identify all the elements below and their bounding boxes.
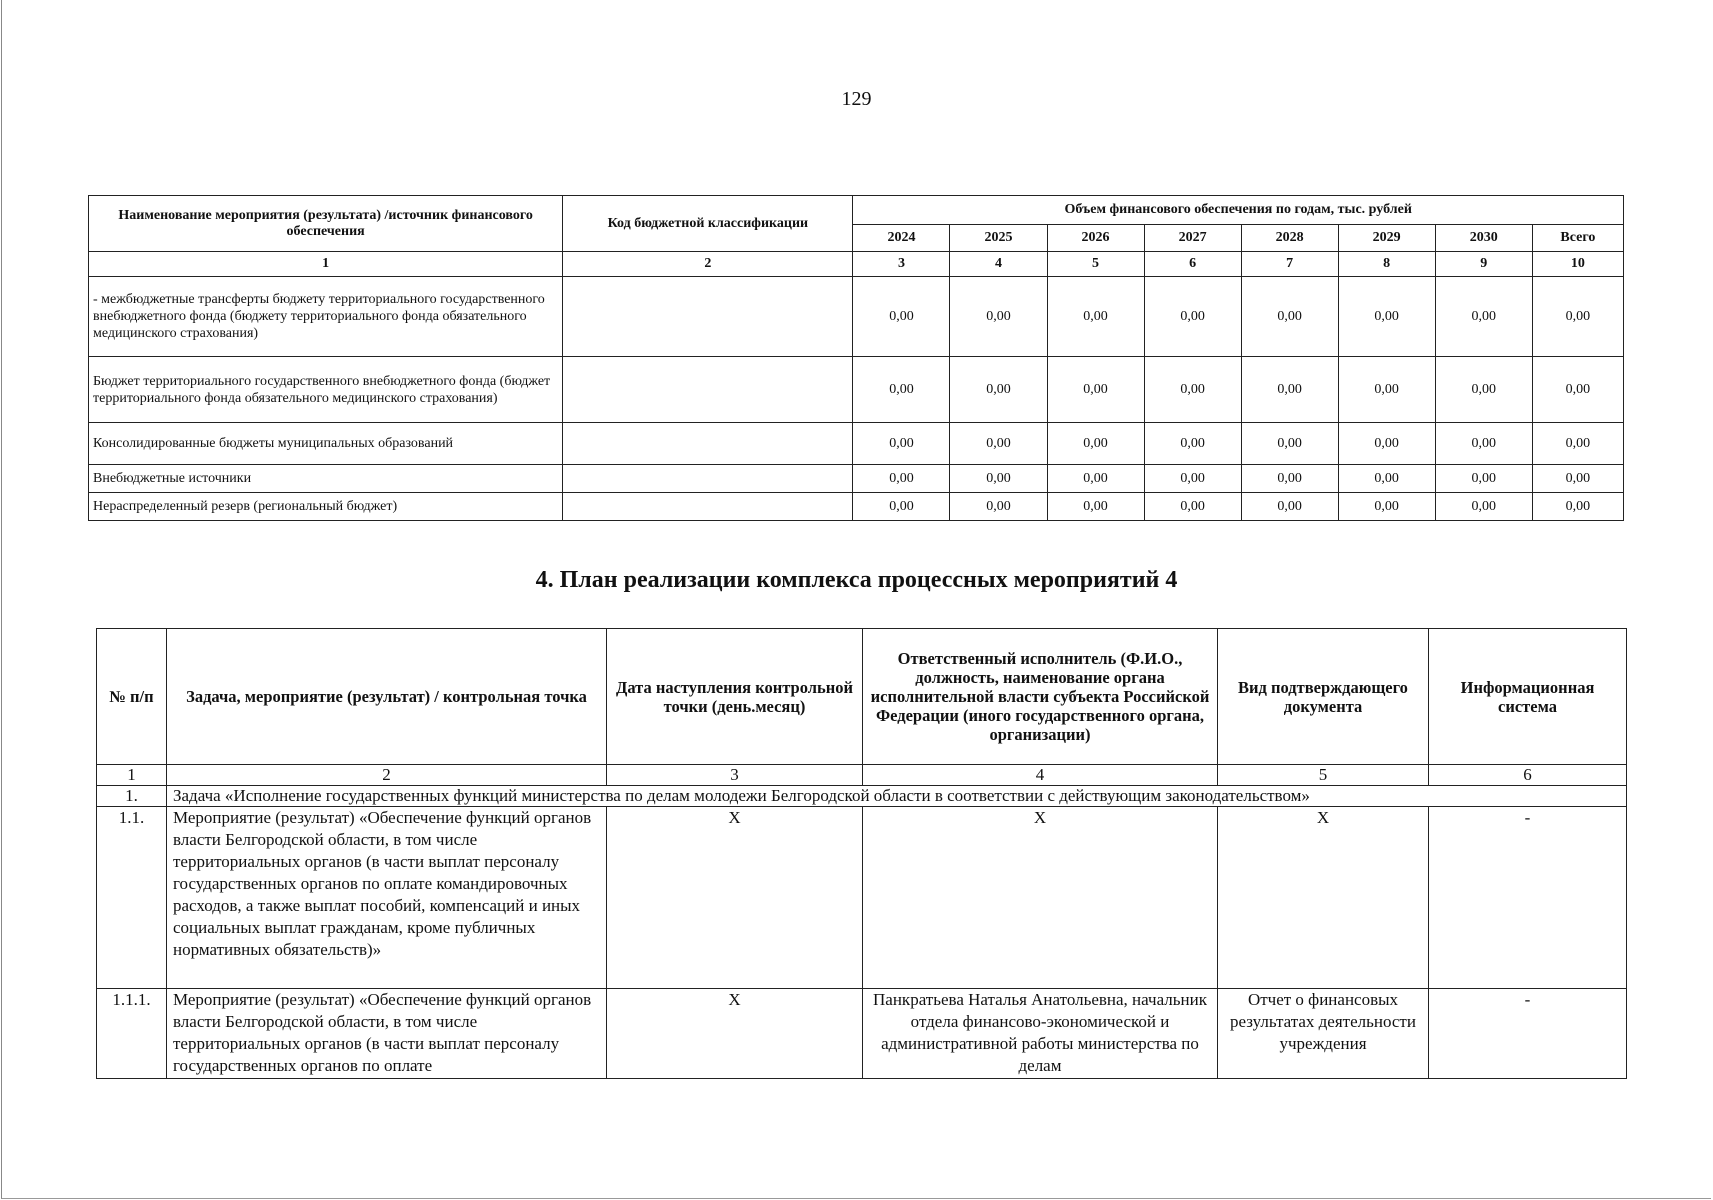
row-date: Х — [607, 807, 863, 989]
row-name: Внебюджетные источники — [89, 465, 563, 493]
row-code — [563, 465, 853, 493]
section-title: 4. План реализации комплекса процессных мероприятий 4 — [535, 567, 1178, 593]
index-cell: 2 — [167, 765, 607, 786]
row-value: 0,00 — [1047, 423, 1144, 465]
row-system: - — [1429, 807, 1627, 989]
table-row — [89, 277, 1624, 357]
header-system: Информационная система — [1429, 629, 1627, 765]
header-task: Задача, мероприятие (результат) / контрольная точка — [167, 629, 607, 765]
index-cell: 5 — [1047, 252, 1144, 277]
row-value: 0,00 — [1144, 493, 1241, 521]
header-year: 2024 — [853, 225, 950, 252]
row-responsible: Панкратьева Наталья Анатольевна, начальник отдела финансово-экономической и административной работы министерства по делам — [863, 989, 1218, 1079]
header-year: 2027 — [1144, 225, 1241, 252]
task-row — [97, 786, 1627, 807]
row-value: 0,00 — [853, 357, 950, 423]
row-name: Нераспределенный резерв (региональный бюджет) — [89, 493, 563, 521]
row-value: 0,00 — [1532, 357, 1623, 423]
table-row — [97, 989, 1627, 1079]
row-value: 0,00 — [853, 423, 950, 465]
row-value: 0,00 — [1047, 465, 1144, 493]
header-total: Всего — [1532, 225, 1623, 252]
row-value: 0,00 — [853, 465, 950, 493]
row-value: 0,00 — [1144, 465, 1241, 493]
row-code — [563, 493, 853, 521]
header-document: Вид подтверждающего документа — [1218, 629, 1429, 765]
row-value: 0,00 — [1241, 423, 1338, 465]
row-value: 0,00 — [1435, 493, 1532, 521]
index-cell: 8 — [1338, 252, 1435, 277]
row-name: Бюджет территориального государственного внебюджетного фонда (бюджет территориального фонда обязательного медицинского страхования) — [89, 357, 563, 423]
row-text: Мероприятие (результат) «Обеспечение функций органов власти Белгородской области, в том числе территориальных органов (в части выплат персоналу государственных органов по оплате — [167, 989, 607, 1079]
row-name: - межбюджетные трансферты бюджету территориального государственного внебюджетного фонда (бюджету территориального фонда обязательного медицинского страхования) — [89, 277, 563, 357]
row-value: 0,00 — [1532, 493, 1623, 521]
row-text: Мероприятие (результат) «Обеспечение функций органов власти Белгородской области, в том числе территориальных органов (в части выплат персоналу государственных органов по оплате командировочных расходов, а также выплат пособий, компенсаций и иных социальных выплат гражданам, кроме публичных нормативных обязательств)» — [167, 807, 607, 989]
header-num: № п/п — [97, 629, 167, 765]
row-value: 0,00 — [1047, 277, 1144, 357]
row-value: 0,00 — [1047, 357, 1144, 423]
row-document: Х — [1218, 807, 1429, 989]
header-date: Дата наступления контрольной точки (день.месяц) — [607, 629, 863, 765]
task-text: Задача «Исполнение государственных функций министерства по делам молодежи Белгородской области в соответствии с действующим законодательством» — [167, 786, 1627, 807]
row-document: Отчет о финансовых результатах деятельности учреждения — [1218, 989, 1429, 1079]
row-value: 0,00 — [1532, 277, 1623, 357]
header-name-col: Наименование мероприятия (результата) /источник финансового обеспечения — [89, 196, 563, 252]
table-row — [97, 807, 1627, 989]
row-code — [563, 423, 853, 465]
row-value: 0,00 — [950, 423, 1047, 465]
row-value: 0,00 — [950, 465, 1047, 493]
index-cell: 9 — [1435, 252, 1532, 277]
row-value: 0,00 — [1338, 493, 1435, 521]
header-volume-col: Объем финансового обеспечения по годам, тыс. рублей — [853, 196, 1624, 225]
row-value: 0,00 — [950, 357, 1047, 423]
table-row — [89, 423, 1624, 465]
financing-table — [88, 195, 1624, 521]
row-code — [563, 277, 853, 357]
row-value: 0,00 — [1047, 493, 1144, 521]
row-value: 0,00 — [1338, 423, 1435, 465]
table-row — [89, 357, 1624, 423]
task-num: 1. — [97, 786, 167, 807]
index-cell: 1 — [89, 252, 563, 277]
header-year: 2029 — [1338, 225, 1435, 252]
row-value: 0,00 — [1435, 465, 1532, 493]
index-cell: 5 — [1218, 765, 1429, 786]
row-value: 0,00 — [853, 277, 950, 357]
row-value: 0,00 — [1532, 465, 1623, 493]
header-responsible: Ответственный исполнитель (Ф.И.О., должность, наименование органа исполнительной власти субъекта Российской Федерации (иного государственного органа, организации) — [863, 629, 1218, 765]
row-value: 0,00 — [1241, 277, 1338, 357]
page-number: 129 — [841, 88, 872, 110]
index-row — [89, 252, 1624, 277]
row-value: 0,00 — [1435, 357, 1532, 423]
table-row — [89, 493, 1624, 521]
index-cell: 1 — [97, 765, 167, 786]
row-date: Х — [607, 989, 863, 1079]
index-cell: 4 — [950, 252, 1047, 277]
index-cell: 6 — [1429, 765, 1627, 786]
row-responsible: Х — [863, 807, 1218, 989]
index-cell: 3 — [853, 252, 950, 277]
index-cell: 4 — [863, 765, 1218, 786]
row-value: 0,00 — [1435, 423, 1532, 465]
row-value: 0,00 — [1338, 277, 1435, 357]
row-value: 0,00 — [950, 493, 1047, 521]
row-value: 0,00 — [1241, 465, 1338, 493]
row-value: 0,00 — [1435, 277, 1532, 357]
row-value: 0,00 — [1338, 357, 1435, 423]
row-value: 0,00 — [1144, 423, 1241, 465]
index-cell: 2 — [563, 252, 853, 277]
row-value: 0,00 — [853, 493, 950, 521]
index-cell: 3 — [607, 765, 863, 786]
row-num: 1.1. — [97, 807, 167, 989]
index-cell: 7 — [1241, 252, 1338, 277]
row-value: 0,00 — [1338, 465, 1435, 493]
header-year: 2030 — [1435, 225, 1532, 252]
row-value: 0,00 — [1241, 493, 1338, 521]
header-code-col: Код бюджетной классификации — [563, 196, 853, 252]
row-value: 0,00 — [1241, 357, 1338, 423]
row-value: 0,00 — [1144, 277, 1241, 357]
row-code — [563, 357, 853, 423]
index-cell: 10 — [1532, 252, 1623, 277]
index-row — [97, 765, 1627, 786]
row-name: Консолидированные бюджеты муниципальных образований — [89, 423, 563, 465]
row-value: 0,00 — [950, 277, 1047, 357]
row-value: 0,00 — [1144, 357, 1241, 423]
header-year: 2026 — [1047, 225, 1144, 252]
index-cell: 6 — [1144, 252, 1241, 277]
header-year: 2028 — [1241, 225, 1338, 252]
row-system: - — [1429, 989, 1627, 1079]
table-row — [89, 465, 1624, 493]
row-value: 0,00 — [1532, 423, 1623, 465]
header-year: 2025 — [950, 225, 1047, 252]
row-num: 1.1.1. — [97, 989, 167, 1079]
plan-table — [96, 628, 1627, 1079]
